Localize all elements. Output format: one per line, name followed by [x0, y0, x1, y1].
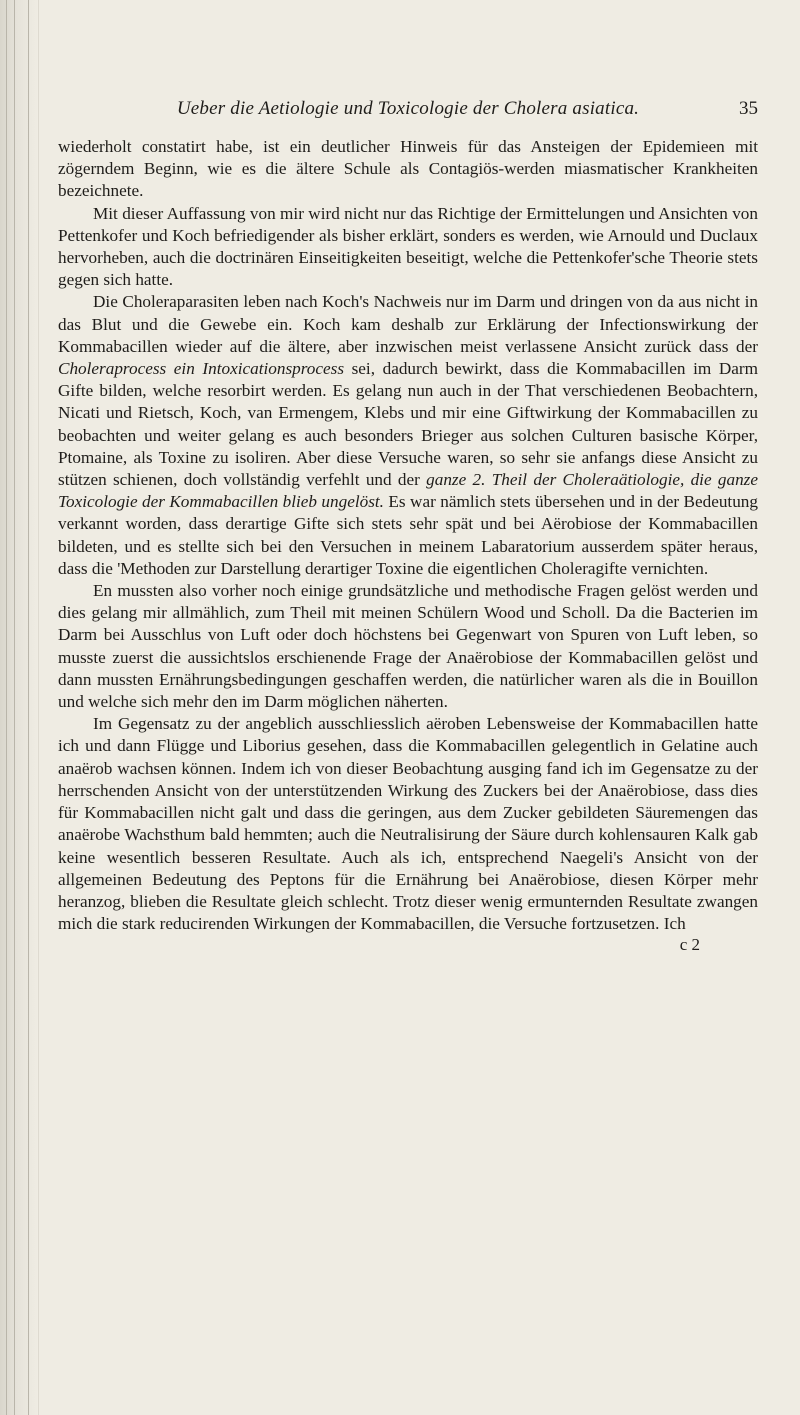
running-title: Ueber die Aetiologie und Toxicologie der Cholera asiatica.: [176, 98, 640, 119]
binding-line: [6, 0, 7, 1415]
signature-mark: c 2: [679, 935, 700, 955]
paragraph-2: Mit dieser Auffassung von mir wird nicht nur das Richtige der Ermittelungen und Ansichten von Pettenkofer und Koch befriedigender als bisher erklärt, sonders es werden, wie Arnould und Duclaux hervorheben, auch die doctrinären Einseitigkeiten beseitigt, welche die Pettenkofer'sche Theorie stets gegen sich hatte.: [58, 203, 758, 290]
binding-line: [28, 0, 29, 1415]
page-number: 35: [739, 98, 758, 119]
paragraph-3-emphasis-2: ganze 2. Theil der Choleraätiologie, die ganze Toxicologie der Kommabacillen blieb ungelöst.: [58, 470, 758, 512]
book-page: [58, 98, 758, 955]
book-binding-edge: [0, 0, 39, 1415]
paragraph-3: [58, 291, 758, 580]
paragraph-3-text-a: Die Choleraparasiten leben nach Koch's Nachweis nur im Darm und dringen von da aus nicht in das Blut und die Gewebe ein. Koch kam deshalb zur Erklärung der Infectionswirkung der Kommabacillen wieder auf die ältere, aber inzwischen meist verlassene Ansicht zurück dass der: [58, 292, 758, 356]
paragraph-4: En mussten also vorher noch einige grundsätzliche und methodische Fragen gelöst werden und dies gelang mir allmählich, zum Theil mit meinen Schülern Wood und Scholl. Da die Bacterien im Darm bei Ausschlus von Luft oder doch höchstens bei Gegenwart von Spuren von Luft leben, so musste zuerst die aussichtslos erschienende Frage der Anaërobiose der Kommabacillen gelöst und dann mussten Ernährungsbedingungen geschaffen werden, die natürlicher waren als die in Bouillon und welche sich mehr den im Darm möglichen näherten.: [58, 581, 758, 712]
body-text: [58, 136, 758, 935]
paragraph-3-emphasis-1: Choleraprocess ein Intoxicationsprocess: [58, 359, 345, 379]
paragraph-3-text-b: sei, dadurch bewirkt, dass die Kommabacillen im Darm Gifte bilden, welche resorbirt werden. Es gelang nun auch in der That verschiedenen Beobachtern, Nicati und Rietsch, Koch, van Ermengem, Klebs und mir eine Giftwirkung der Kommabacillen zu beobachten und weiter gelang es auch besonders Brieger aus solchen Culturen basische Körper, Ptomaine, als Toxine zu isoliren. Aber diese Versuche waren, so sehr sie anfangs diese Ansicht zu stützen schienen, doch vollständig verfehlt und der: [58, 359, 758, 490]
paragraph-1: wiederholt constatirt habe, ist ein deutlicher Hinweis für das Ansteigen der Epidemieen mit zögerndem Beginn, wie es die ältere Schule als Contagiös-werden miasmatischer Krankheiten bezeichnete.: [58, 137, 758, 201]
paragraph-5: Im Gegensatz zu der angeblich ausschliesslich aëroben Lebensweise der Kommabacillen hatte ich und dann Flügge und Liborius gesehen, dass die Kommabacillen gelegentlich in Gelatine auch anaërob wachsen können. Indem ich von dieser Beobachtung ausging fand ich im Gegensatze zu der herrschenden Ansicht von der unterstützenden Wirkung des Zuckers bei der Anaërobiose, dass dies für Kommabacillen nicht galt und dass die geringen, aus dem Zucker gebildeten Säuremengen das anaërobe Wachsthum bald hemmten; auch die Neutralisirung der Säure durch kohlensauren Kalk gab keine wesentlich besseren Resultate. Auch als ich, entsprechend Naegeli's Ansicht von der allgemeinen Bedeutung des Peptons für die Ernährung bei Anaërobiose, diesen Körper mehr heranzog, blieben die Resultate gleich schlecht. Trotz dieser wenig ermunternden Resultate zwangen mich die stark reducirenden Wirkungen der Kommabacillen, die Versuche fortzusetzen. Ich: [58, 714, 758, 934]
binding-line: [14, 0, 15, 1415]
page-header: [58, 98, 758, 128]
paragraph-3-text-c: Es war nämlich stets übersehen und in der Bedeutung verkannt worden, dass derartige Gifte sich stets sehr spät und bei Aërobiose der Kommabacillen bildeten, und es stellte sich bei den Versuchen in meinem Labaratorium ausserdem später heraus, dass die 'Methoden zur Darstellung derartiger Toxine die eigentlichen Choleragifte vernichten.: [58, 492, 758, 578]
